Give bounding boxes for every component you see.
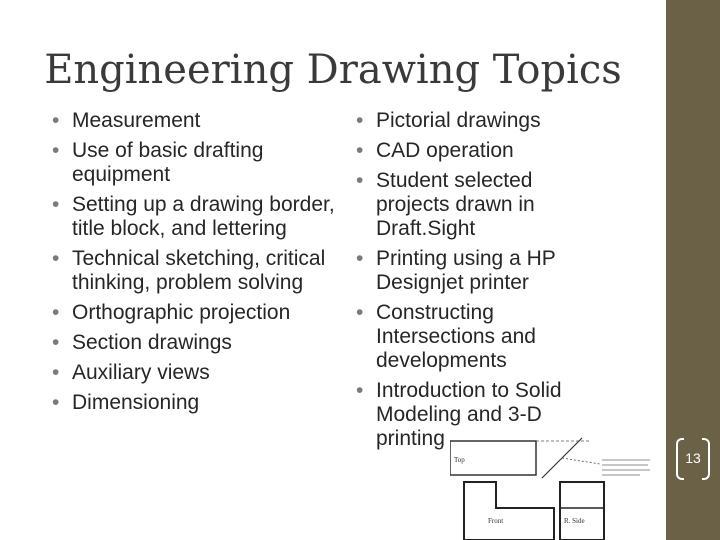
list-item xyxy=(52,301,337,325)
bullet-icon: • xyxy=(356,247,364,270)
side-view-label: R. Side xyxy=(564,517,585,525)
list-item-text: Introduction to Solid Modeling and 3-D printing xyxy=(376,379,562,450)
list-item xyxy=(52,193,337,241)
list-item xyxy=(356,301,601,373)
left-bullet-list xyxy=(52,109,337,415)
list-item xyxy=(356,169,601,241)
bullet-icon: • xyxy=(52,331,60,354)
bullet-icon: • xyxy=(356,379,364,402)
page-number: 13 xyxy=(685,450,701,466)
bullet-icon: • xyxy=(52,247,60,270)
list-item-text: Measurement xyxy=(72,109,201,132)
list-item xyxy=(356,109,601,133)
list-item xyxy=(52,247,337,295)
right-column xyxy=(356,109,601,457)
orthographic-drawing-image xyxy=(450,430,666,540)
page-number-badge xyxy=(676,438,710,478)
bullet-icon: • xyxy=(356,109,364,132)
list-item-text: Use of basic drafting equipment xyxy=(72,139,264,186)
list-item-text: Section drawings xyxy=(72,331,232,354)
bullet-icon: • xyxy=(52,109,60,132)
left-column xyxy=(52,109,337,421)
top-view-label: Top xyxy=(454,456,465,464)
bullet-icon: • xyxy=(52,193,60,216)
list-item xyxy=(52,109,337,133)
list-item-text: Technical sketching, critical thinking, problem solving xyxy=(72,247,326,294)
list-item-text: Setting up a drawing border, title block, and lettering xyxy=(72,193,335,240)
bullet-icon: • xyxy=(52,139,60,162)
front-view-label: Front xyxy=(488,517,504,525)
right-bullet-list xyxy=(356,109,601,451)
list-item xyxy=(52,361,337,385)
bullet-icon: • xyxy=(52,391,60,414)
left-bracket-icon xyxy=(676,438,684,480)
bullet-icon: • xyxy=(52,361,60,384)
list-item-text: Orthographic projection xyxy=(72,301,291,324)
list-item-text: Dimensioning xyxy=(72,391,200,414)
list-item-text: Printing using a HP Designjet printer xyxy=(376,247,556,294)
bullet-icon: • xyxy=(356,139,364,162)
list-item-text: Student selected projects drawn in Draft.Sight xyxy=(376,169,535,240)
slide-title: Engineering Drawing Topics xyxy=(44,47,622,93)
bullet-icon: • xyxy=(52,301,60,324)
list-item xyxy=(52,331,337,355)
list-item xyxy=(52,139,337,187)
list-item xyxy=(356,247,601,295)
bullet-icon: • xyxy=(356,301,364,324)
list-item-text: CAD operation xyxy=(376,139,514,162)
right-bracket-icon xyxy=(702,438,710,480)
bullet-icon: • xyxy=(356,169,364,192)
list-item xyxy=(52,391,337,415)
list-item-text: Pictorial drawings xyxy=(376,109,541,132)
list-item xyxy=(356,139,601,163)
list-item-text: Auxiliary views xyxy=(72,361,210,384)
list-item-text: Constructing Intersections and developments xyxy=(376,301,536,372)
